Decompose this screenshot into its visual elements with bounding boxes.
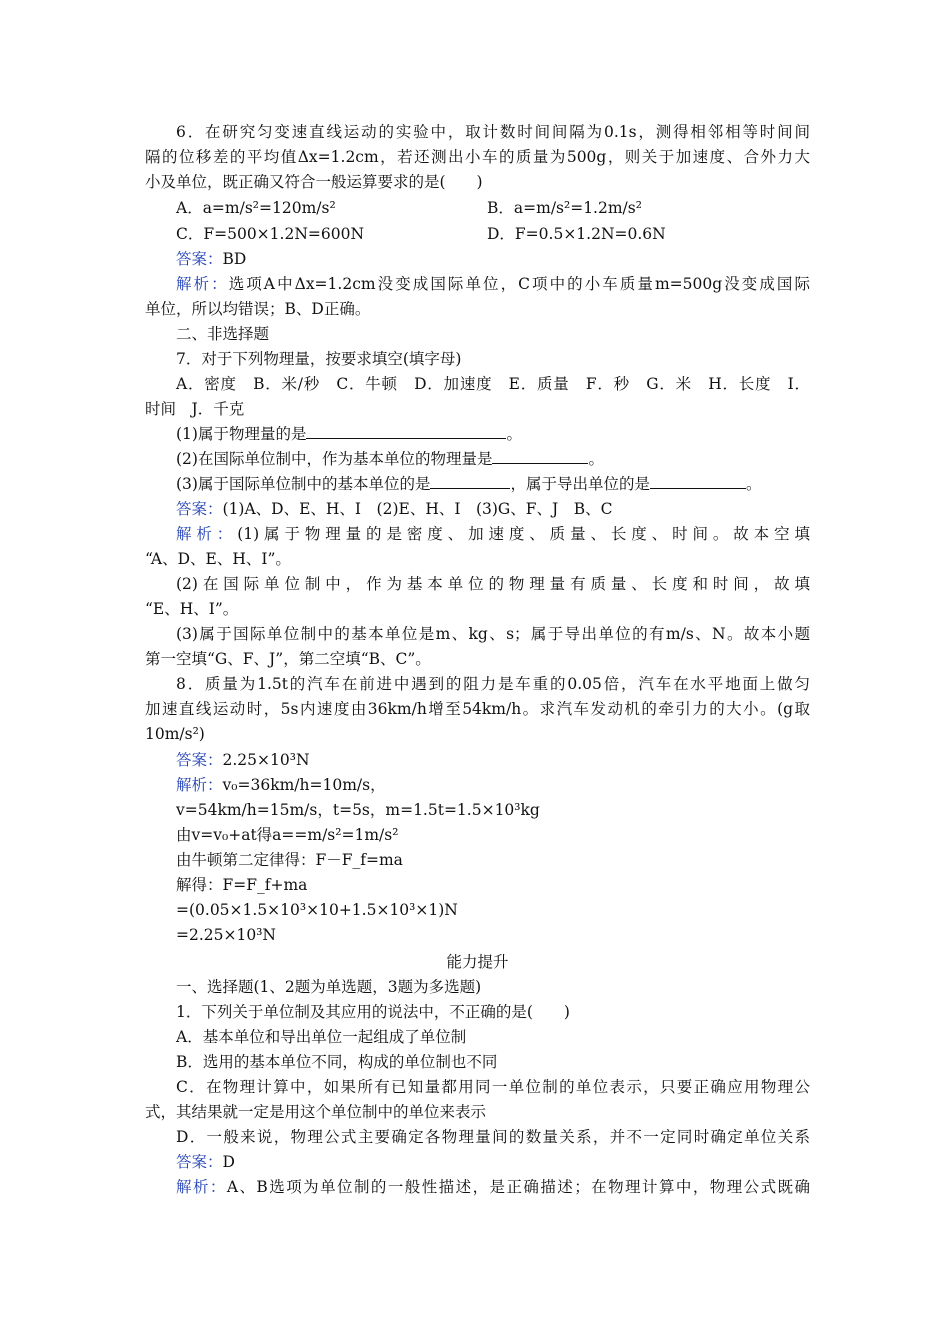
answer-label: 答案： [176,751,223,769]
q8-step-6: =(0.05×1.5×10³×10+1.5×10³×1)N [176,901,458,919]
period: 。 [506,425,522,443]
q8-step-4: 由牛顿第二定律得：F－F_f=ma [176,851,403,869]
p1-option-d: D．一般来说，物理公式主要确定各物理量间的数量关系，并不一定同时确定单位关系 [176,1128,810,1146]
analysis-label: 解析： [176,525,238,543]
analysis-text: v₀=36km/h=10m/s， [222,776,386,794]
q7-analysis-4: “E、H、I”。 [145,600,239,618]
q7-analysis-1 [176,522,810,546]
q6-analysis-2: 单位，所以均错误；B、D正确。 [145,300,371,318]
q7-answer [176,497,810,521]
q7-sub2-blank [492,448,588,464]
q7-analysis-2: “A、D、E、H、I”。 [145,550,291,568]
q8-answer [176,748,810,772]
q7-line3: 时间 J．千克 [145,400,245,418]
q7-sub3-text-a: (3)属于国际单位制中的基本单位的是 [176,475,431,493]
answer-text: BD [222,250,247,268]
analysis-label: 解析： [176,1178,227,1196]
q6-line2: 隔的位移差的平均值Δx=1.2cm，若还测出小车的质量为500g，则关于加速度、合外力大 [145,148,810,166]
q8-step-5: 解得：F=F_f+ma [176,876,308,894]
p1-stem: 1．下列关于单位制及其应用的说法中，不正确的是( ) [176,1003,570,1021]
p1-answer [176,1150,810,1174]
p1-option-c-1: C．在物理计算中，如果所有已知量都用同一单位制的单位表示，只要正确应用物理公 [176,1078,810,1096]
q8-step-3: 由v=v₀+at得a==m/s²=1m/s² [176,826,399,844]
analysis-text: 选项A中Δx=1.2cm没变成国际单位，C项中的小车质量m=500g没变成国际 [228,275,810,293]
p1-option-c-2: 式，其结果就一定是用这个单位制中的单位来表示 [145,1103,487,1121]
q8-step-2: v=54km/h=15m/s，t=5s，m=1.5t=1.5×10³kg [176,801,540,819]
q8-line3: 10m/s²) [145,725,205,743]
analysis-label: 解析： [176,776,223,794]
q6-option-d: D．F=0.5×1.2N=0.6N [487,225,666,243]
q6-option-c: C．F=500×1.2N=600N [176,225,365,243]
q6-options-cd [176,222,810,246]
answer-label: 答案： [176,1153,223,1171]
q7-line1: 7．对于下列物理量，按要求填空(填字母) [176,350,462,368]
q6-answer [176,247,810,271]
q7-sub3 [176,472,810,496]
q7-sub3-blank-a [430,473,510,489]
q6-options-ab [176,196,810,220]
q6-analysis-1 [176,272,810,296]
q7-sub1-text: (1)属于物理量的是 [176,425,307,443]
q6-line1: 6．在研究匀变速直线运动的实验中，取计数时间间隔为0.1s，测得相邻相等时间间 [176,123,810,141]
period: 。 [588,450,604,468]
q8-step-7: =2.25×10³N [176,926,276,944]
q7-sub3-text-b: ，属于导出单位的是 [510,475,650,493]
q6-option-b: B．a=m/s²=1.2m/s² [487,199,642,217]
q6-line3: 小及单位，既正确又符合一般运算要求的是( ) [145,173,483,191]
q7-analysis-6: 第一空填“G、F、J”，第二空填“B、C”。 [145,650,431,668]
answer-text: (1)A、D、E、H、I (2)E、H、I (3)G、F、J B、C [222,500,613,518]
q7-sub2 [176,447,810,471]
p1-analysis-1 [176,1175,810,1199]
section-choice: 一、选择题(1、2题为单选题，3题为多选题) [176,978,482,996]
q7-sub3-blank-b [650,473,746,489]
q8-line2: 加速直线运动时，5s内速度由36km/h增至54km/h。求汽车发动机的牵引力的大小。(g取 [145,700,810,718]
section-nonchoice: 二、非选择题 [176,325,270,343]
q7-line2: A．密度 B．米/秒 C．牛顿 D．加速度 E．质量 F．秒 G．米 H．长度 I． [176,375,810,393]
answer-label: 答案： [176,500,223,518]
section-ability-title: 能力提升 [446,953,509,971]
q7-sub2-text: (2)在国际单位制中，作为基本单位的物理量是 [176,450,493,468]
q7-sub1 [176,422,810,446]
period: 。 [745,475,762,493]
p1-option-b: B．选用的基本单位不同，构成的单位制也不同 [176,1053,498,1071]
analysis-label: 解析： [176,275,229,293]
q8-analysis-1 [176,773,810,797]
q7-analysis-3: (2)在国际单位制中，作为基本单位的物理量有质量、长度和时间，故填 [176,575,810,593]
q8-line1: 8．质量为1.5t的汽车在前进中遇到的阻力是车重的0.05倍，汽车在水平地面上做匀 [176,675,810,693]
answer-text: D [222,1153,235,1171]
analysis-text: (1)属于物理量的是密度、加速度、质量、长度、时间。故本空填 [237,525,810,543]
p1-option-a: A．基本单位和导出单位一起组成了单位制 [176,1028,467,1046]
analysis-text: A、B选项为单位制的一般性描述，是正确描述；在物理计算中，物理公式既确 [226,1178,810,1196]
q7-sub1-blank [306,423,506,439]
q6-option-a: A．a=m/s²=120m/s² [176,199,336,217]
answer-label: 答案： [176,250,223,268]
answer-text: 2.25×10³N [222,751,310,769]
q7-analysis-5: (3)属于国际单位制中的基本单位是m、kg、s；属于导出单位的有m/s、N。故本小题 [176,625,810,643]
